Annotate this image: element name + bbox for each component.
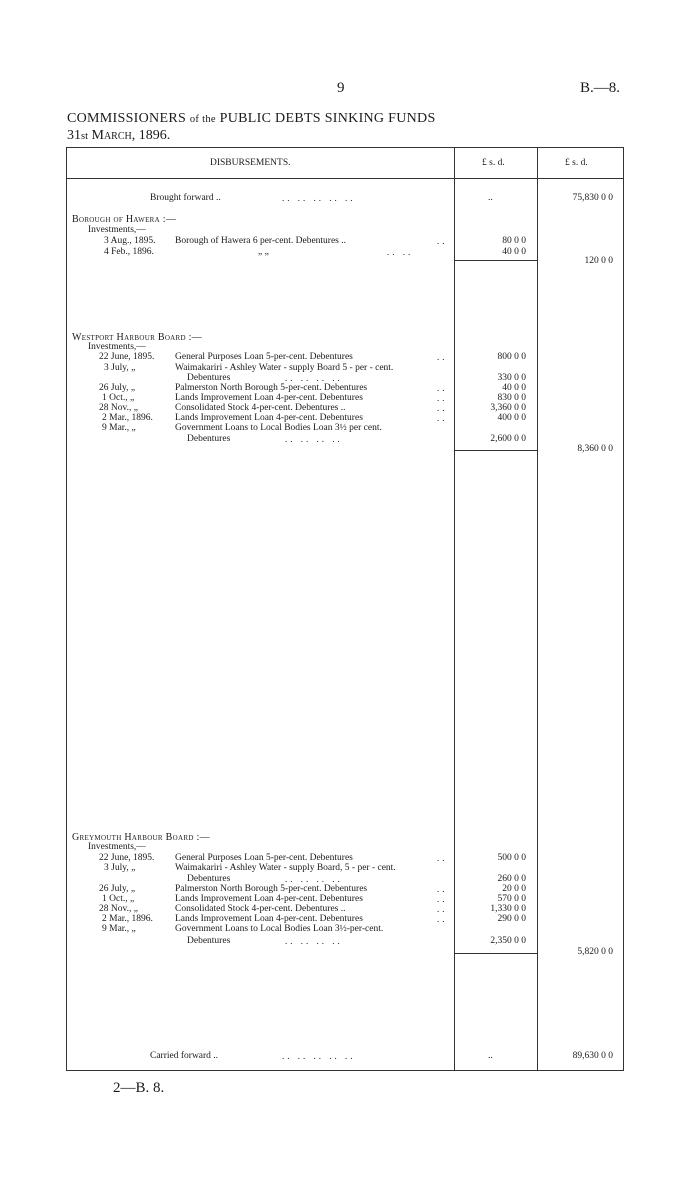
table-header-rule [66, 178, 624, 179]
carried-forward-label: Carried forward .. [150, 1051, 219, 1061]
table-left-rule [66, 147, 67, 1071]
signature-mark: 2—B. 8. [113, 1080, 165, 1096]
greymouth-row2-amount: 260 0 0 [497, 874, 526, 884]
westport-row5-date: 28 Nov., „ [99, 403, 138, 413]
westport-investments: Investments,— [88, 342, 146, 352]
greymouth-row6-amount: 290 0 0 [497, 914, 526, 924]
hawera-row2-date: 4 Feb., 1896. [104, 247, 154, 257]
greymouth-row1-dots: .. [437, 853, 448, 863]
westport-row1-dots: .. [437, 352, 448, 362]
title-prefix: COMMISSIONERS [67, 111, 187, 126]
greymouth-row2-desc: Waimakariri - Ashley Water - supply Board, 5 - per - cent. [175, 863, 396, 873]
westport-row5-desc: Consolidated Stock 4-per-cent. Debentures .. [175, 403, 346, 413]
westport-row2-dots: .. .. .. .. [285, 373, 343, 383]
greymouth-total: 5,820 0 0 [577, 947, 613, 957]
westport-row6-desc: Lands Improvement Loan 4-per-cent. Debentures [175, 413, 363, 423]
westport-row2-amount: 330 0 0 [497, 373, 526, 383]
col-divider-1 [454, 147, 455, 1071]
westport-row7-date: 9 Mar., „ [102, 423, 136, 433]
hawera-row2-dots: .. .. [387, 247, 414, 257]
carried-forward-dots: .. .. .. .. .. [282, 1051, 356, 1061]
header-disbursements: DISBURSEMENTS. [210, 158, 291, 168]
greymouth-row3-desc: Palmerston North Borough 5-per-cent. Debentures [175, 884, 368, 894]
hawera-row1-desc: Borough of Hawera 6 per-cent. Debentures .. [175, 236, 347, 246]
westport-row4-dots: .. [437, 393, 448, 403]
title-of-the: of the [189, 114, 216, 125]
westport-row3-amount: 40 0 0 [502, 383, 526, 393]
greymouth-row2-dots: .. .. .. .. [285, 874, 343, 884]
greymouth-row5-dots: .. [437, 904, 448, 914]
westport-row5-dots: .. [437, 403, 448, 413]
page-title [67, 111, 436, 127]
greymouth-row2-desc-cont: Debentures [187, 874, 231, 884]
hawera-investments: Investments,— [88, 225, 146, 235]
greymouth-subtotal-rule [454, 953, 537, 954]
greymouth-row6-dots: .. [437, 914, 448, 924]
westport-row5-amount: 3,360 0 0 [490, 403, 526, 413]
brought-forward-dots: .. .. .. .. .. [282, 193, 356, 203]
date-day: 31 [67, 128, 81, 143]
westport-row6-dots: .. [437, 413, 448, 423]
date-year: , 1896. [131, 128, 171, 143]
greymouth-row6-desc: Lands Improvement Loan 4-per-cent. Debentures [175, 914, 363, 924]
westport-row6-amount: 400 0 0 [497, 413, 526, 423]
westport-row4-desc: Lands Improvement Loan 4-per-cent. Debentures [175, 393, 363, 403]
westport-row3-desc: Palmerston North Borough 5-per-cent. Debentures [175, 383, 368, 393]
table-top-rule [66, 147, 624, 148]
header-col3-units: £ s. d. [565, 158, 588, 168]
westport-row7-amount: 2,600 0 0 [490, 434, 526, 444]
greymouth-row4-dots: .. [437, 894, 448, 904]
westport-row4-amount: 830 0 0 [497, 393, 526, 403]
greymouth-row5-date: 28 Nov., „ [99, 904, 138, 914]
hawera-row1-dots: .. [437, 236, 448, 246]
westport-row7-desc-cont: Debentures [187, 434, 231, 444]
westport-row3-date: 26 July, „ [99, 383, 136, 393]
westport-row4-date: 1 Oct., „ [102, 393, 135, 403]
date-month: March [91, 128, 132, 143]
col-divider-2 [537, 147, 538, 1071]
westport-row2-date: 3 July, „ [104, 363, 136, 373]
greymouth-row5-desc: Consolidated Stock 4-per-cent. Debentures .. [175, 904, 346, 914]
hawera-row1-amount: 80 0 0 [502, 236, 526, 246]
hawera-heading: Borough of Hawera :— [72, 214, 177, 225]
table-bottom-rule [66, 1070, 624, 1071]
westport-row7-dots: .. .. .. .. [285, 434, 343, 444]
westport-total: 8,360 0 0 [577, 444, 613, 454]
westport-row3-dots: .. [437, 383, 448, 393]
westport-row1-desc: General Purposes Loan 5-per-cent. Debentures [175, 352, 353, 362]
westport-heading: Westport Harbour Board :— [72, 332, 203, 343]
greymouth-row3-amount: 20 0 0 [502, 884, 526, 894]
carried-forward-col3: 89,630 0 0 [572, 1051, 613, 1061]
greymouth-row2-date: 3 July, „ [104, 863, 136, 873]
title-rest: PUBLIC DEBTS SINKING FUNDS [219, 111, 436, 126]
greymouth-row5-amount: 1,330 0 0 [490, 904, 526, 914]
westport-row2-desc: Waimakariri - Ashley Water - supply Board 5 - per - cent. [175, 363, 394, 373]
westport-subtotal-rule [454, 450, 537, 451]
header-col2-units: £ s. d. [482, 158, 505, 168]
greymouth-row7-date: 9 Mar., „ [102, 924, 136, 934]
greymouth-row7-desc: Government Loans to Local Bodies Loan 3½-per-cent. [175, 924, 384, 934]
hawera-row1-date: 3 Aug., 1895. [104, 236, 156, 246]
greymouth-row4-desc: Lands Improvement Loan 4-per-cent. Debentures [175, 894, 363, 904]
westport-row6-date: 2 Mar., 1896. [102, 413, 153, 423]
greymouth-investments: Investments,— [88, 842, 146, 852]
greymouth-row1-desc: General Purposes Loan 5-per-cent. Debentures [175, 853, 353, 863]
greymouth-row4-date: 1 Oct., „ [102, 894, 135, 904]
greymouth-row4-amount: 570 0 0 [497, 894, 526, 904]
brought-forward-label: Brought forward .. [150, 193, 221, 203]
brought-forward-col3: 75,830 0 0 [572, 193, 613, 203]
greymouth-row3-date: 26 July, „ [99, 884, 136, 894]
greymouth-row7-dots: .. .. .. .. [285, 936, 343, 946]
greymouth-row1-date: 22 June, 1895. [99, 853, 155, 863]
greymouth-row6-date: 2 Mar., 1896. [102, 914, 153, 924]
hawera-row2-ditto: „ „ [258, 247, 269, 257]
date-suffix: st [81, 131, 89, 142]
hawera-row2-amount: 40 0 0 [502, 247, 526, 257]
carried-forward-col2: .. [488, 1051, 493, 1061]
westport-row1-amount: 800 0 0 [497, 352, 526, 362]
document-reference: B.—8. [580, 80, 621, 96]
greymouth-row7-amount: 2,350 0 0 [490, 936, 526, 946]
westport-row2-desc-cont: Debentures [187, 373, 231, 383]
hawera-total: 120 0 0 [584, 256, 613, 266]
greymouth-row3-dots: .. [437, 884, 448, 894]
page-number: 9 [337, 80, 345, 96]
westport-row1-date: 22 June, 1895. [99, 352, 155, 362]
greymouth-row1-amount: 500 0 0 [497, 853, 526, 863]
page-date [67, 128, 170, 144]
greymouth-heading: Greymouth Harbour Board :— [72, 832, 210, 843]
westport-row7-desc: Government Loans to Local Bodies Loan 3½ per cent. [175, 423, 382, 433]
hawera-subtotal-rule [454, 260, 537, 261]
greymouth-row7-desc-cont: Debentures [187, 936, 231, 946]
table-right-rule [623, 147, 624, 1071]
brought-forward-col2: .. [488, 193, 493, 203]
